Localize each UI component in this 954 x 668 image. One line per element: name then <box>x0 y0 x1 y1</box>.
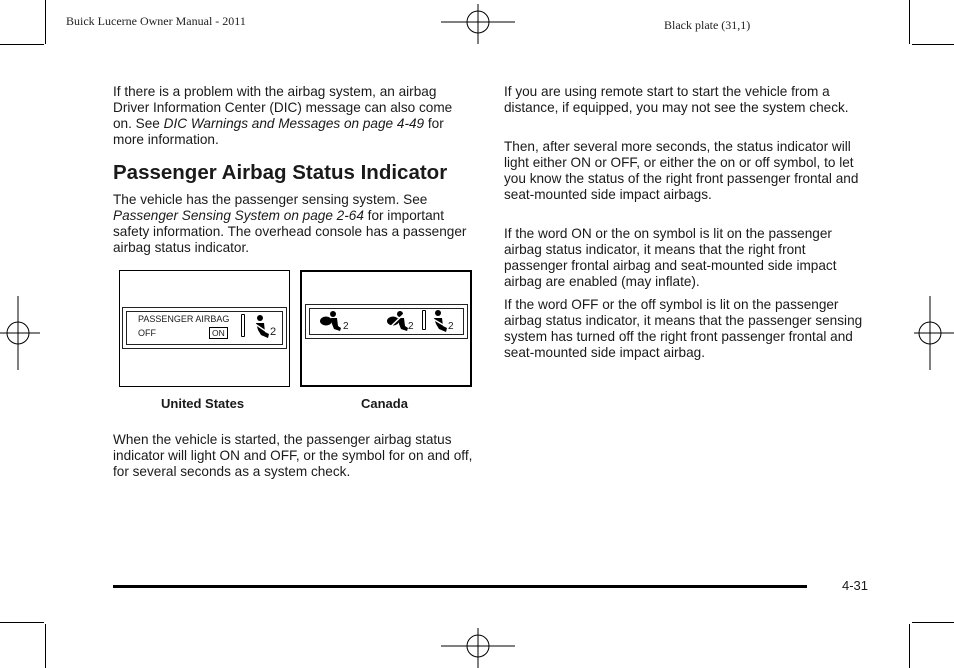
crop-mark <box>45 0 46 44</box>
sensing-paragraph <box>113 192 473 256</box>
registration-mark-bottom <box>441 628 515 668</box>
header-plate: Black plate (31,1) <box>664 18 751 32</box>
sensing-text: The vehicle has the passenger sensing system. See <box>113 192 428 207</box>
on-indicator-paragraph: If the word ON or the on symbol is lit on the passenger airbag status indicator, it means that the right front passenger frontal airbag and seat-mounted side impact airbag are enabled (may inflate). <box>504 226 837 289</box>
us-off-label: OFF <box>138 328 156 338</box>
airbag-off-icon <box>386 310 410 332</box>
crop-mark <box>912 44 954 45</box>
us-panel-label: PASSENGER AIRBAG <box>138 314 230 324</box>
airbag-on-icon <box>319 310 343 332</box>
seated-passenger-icon <box>432 309 448 333</box>
figure-canada <box>300 270 472 387</box>
section-heading: Passenger Airbag Status Indicator <box>113 161 448 184</box>
seated-passenger-icon <box>253 314 271 340</box>
crop-mark <box>909 0 910 44</box>
canada-divider <box>422 310 426 330</box>
figure-us <box>119 270 290 387</box>
crop-mark <box>45 624 46 668</box>
off-indicator-paragraph: If the word OFF or the off symbol is lit on the passenger airbag status indicator, it means that the passenger sensing system has turned off the right front passenger frontal and seat-mounted side impact airbag. <box>504 297 863 360</box>
caption-canada: Canada <box>361 396 408 411</box>
us-divider <box>241 314 245 337</box>
canada-icon-number-1: 2 <box>343 321 349 332</box>
sensing-text-end: for important safety information. The overhead console has a passenger airbag status indicator. <box>113 208 467 255</box>
canada-icon-number-3: 2 <box>448 321 454 332</box>
us-icon-number: 2 <box>270 326 277 338</box>
passenger-sensing-link[interactable]: Passenger Sensing System on page 2-64 <box>113 208 364 223</box>
canada-indicator-panel <box>305 304 468 339</box>
footer-rule <box>113 585 807 588</box>
header-title: Buick Lucerne Owner Manual - 2011 <box>66 14 246 28</box>
crop-mark <box>0 44 44 45</box>
intro-text-end: for more information. <box>113 116 444 147</box>
intro-text: If there is a problem with the airbag system, an airbag Driver Information Center (DIC) message can also come on. See <box>113 84 453 131</box>
page-number: 4-31 <box>842 578 869 593</box>
canada-icon-number-2: 2 <box>408 321 414 332</box>
status-indicator-paragraph: Then, after several more seconds, the status indicator will light either ON or OFF, or either the on or off symbol, to let you know the status of the right front passenger frontal and seat-mounted side impact airbags. <box>504 139 859 202</box>
registration-mark-right <box>914 296 954 370</box>
crop-mark <box>0 622 44 623</box>
registration-mark-left <box>0 296 40 370</box>
caption-united-states: United States <box>161 396 245 411</box>
us-on-label: ON <box>209 327 228 339</box>
remote-start-paragraph: If you are using remote start to start the vehicle from a distance, if equipped, you may not see the system check. <box>504 84 849 115</box>
crop-mark <box>912 622 954 623</box>
registration-mark-top <box>441 4 515 44</box>
vehicle-started-paragraph: When the vehicle is started, the passenger airbag status indicator will light ON and OFF, or the symbol for on and off, for several seconds as a system check. <box>113 432 473 479</box>
crop-mark <box>909 624 910 668</box>
us-indicator-panel <box>122 307 287 349</box>
intro-paragraph <box>113 84 473 148</box>
dic-warnings-link[interactable]: DIC Warnings and Messages on page 4-49 <box>163 116 425 131</box>
